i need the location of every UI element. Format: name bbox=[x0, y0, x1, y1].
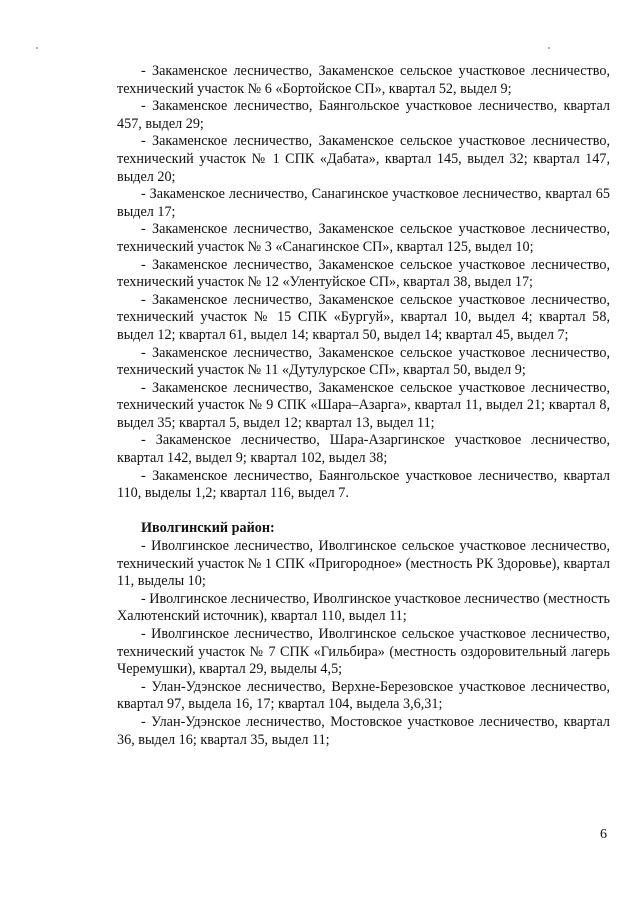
list-item: - Улан-Удэнское лесничество, Мостовское участковое лесничество, квартал 36, выдел 16; квартал 35, выдел 11; bbox=[117, 713, 610, 748]
list-item: - Закаменское лесничество, Закаменское сельское участковое лесничество, технический участок № 11 «Дутулурское СП», квартал 50, выдел 9; bbox=[117, 344, 610, 379]
list-item: - Иволгинское лесничество, Иволгинское сельское участковое лесничество, технический участок № 1 СПК «Пригородное» (местность РК Здоровье), квартал 11, выделы 10; bbox=[117, 538, 610, 590]
list-item: - Закаменское лесничество, Закаменское сельское участковое лесничество, технический участок № 3 «Санагинское СП», квартал 125, выдел 10; bbox=[117, 221, 610, 255]
page-number: 6 bbox=[600, 827, 607, 842]
list-item: - Иволгинское лесничество, Иволгинское участковое лесничество (местность Халютенский источник), квартал 110, выдел 11; bbox=[117, 590, 610, 625]
list-item: - Закаменское лесничество, Закаменское сельское участковое лесничество, технический участок № 6 «Бортойское СП», квартал 52, выдел 9; bbox=[117, 63, 610, 97]
document-body bbox=[117, 63, 610, 749]
list-item: - Закаменское лесничество, Закаменское сельское участковое лесничество, технический участок № 12 «Улентуйское СП», квартал 38, выдел 17; bbox=[117, 256, 610, 291]
list-item: - Закаменское лесничество, Закаменское сельское участковое лесничество, технический участок № 9 СПК «Шара–Азарга», квартал 11, выдел 21; квартал 8, выдел 35; квартал 5, выдел 12; квартал 13, выдел 11; bbox=[117, 379, 610, 431]
section-heading: Иволгинский район: bbox=[141, 520, 275, 537]
scan-speck bbox=[548, 47, 550, 49]
list-item: - Закаменское лесничество, Баянгольское участковое лесничество, квартал 110, выделы 1,2; квартал 116, выдел 7. bbox=[117, 467, 610, 502]
scan-speck bbox=[36, 47, 38, 49]
list-item: - Закаменское лесничество, Санагинское участковое лесничество, квартал 65 выдел 17; bbox=[117, 186, 610, 220]
list-item: - Закаменское лесничество, Закаменское сельское участковое лесничество, технический участок № 1 СПК «Дабата», квартал 145, выдел 32; квартал 147, выдел 20; bbox=[117, 133, 610, 185]
list-item: - Улан-Удэнское лесничество, Верхне-Березовское участковое лесничество, квартал 97, выдела 16, 17; квартал 104, выдела 3,6,31; bbox=[117, 678, 610, 713]
list-item: - Закаменское лесничество, Баянгольское участковое лесничество, квартал 457, выдел 29; bbox=[117, 98, 610, 132]
blank-line bbox=[117, 503, 610, 521]
list-item: - Закаменское лесничество, Закаменское сельское участковое лесничество, технический участок № 15 СПК «Бургуй», квартал 10, выдел 4; квартал 58, выдел 12; квартал 61, выдел 14; квартал 50, выдел 14; квартал 45, выдел 7; bbox=[117, 291, 610, 343]
list-item: - Закаменское лесничество, Шара-Азаргинское участковое лесничество, квартал 142, выдел 9; квартал 102, выдел 38; bbox=[117, 432, 610, 467]
list-item: - Иволгинское лесничество, Иволгинское сельское участковое лесничество, технический участок № 7 СПК «Гильбира» (местность оздоровительный лагерь Черемушки), квартал 29, выделы 4,5; bbox=[117, 626, 610, 678]
